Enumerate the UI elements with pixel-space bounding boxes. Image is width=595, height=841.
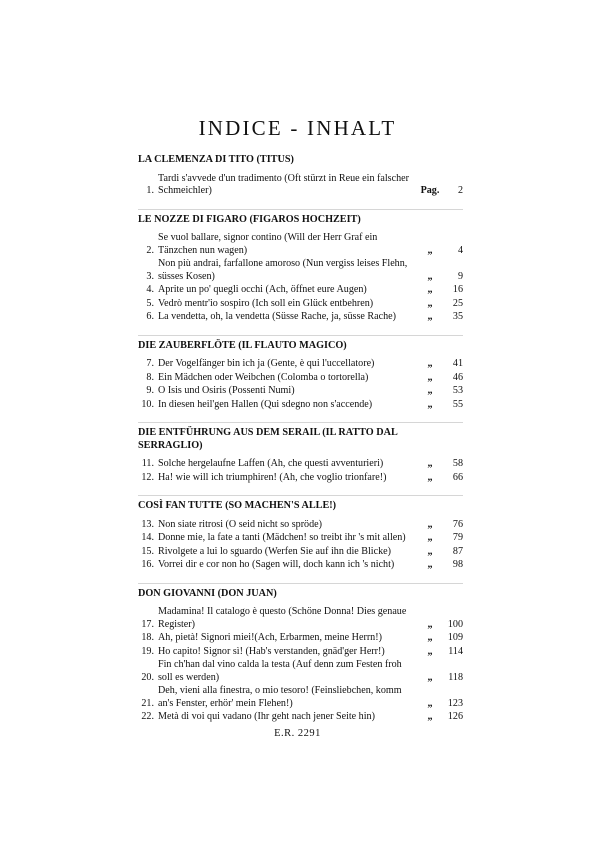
entry-number: 6.: [146, 311, 154, 322]
page-number: 98: [452, 559, 463, 570]
entry-number: 22.: [141, 711, 154, 722]
aria-title: Vedrò mentr'io sospiro (Ich soll ein Glück entbehren): [158, 297, 374, 309]
aria-title: Aprite un po' quegli occhi (Ach, öffnet eure Augen): [158, 284, 367, 295]
page-number: 66: [452, 471, 463, 483]
entry-number: 13.: [141, 518, 154, 530]
index-entry: [138, 358, 463, 371]
page-number: 53: [452, 385, 463, 396]
aria-title: Madamina! Il catalogo è questo (Schöne Donna! Dies genaue Register): [158, 606, 407, 630]
page-ditto-mark: „: [427, 645, 433, 657]
page-ditto-mark: „: [427, 270, 433, 282]
page-number: 79: [452, 532, 463, 543]
page-number: 87: [452, 545, 463, 557]
index-entry: [138, 284, 463, 297]
index-entry: [138, 372, 463, 385]
aria-title: Se vuol ballare, signor contino (Will der Herr Graf ein Tänzchen nun wagen): [158, 232, 378, 256]
page-ditto-mark: „: [427, 518, 433, 530]
entry-number: 12.: [141, 471, 154, 483]
index-entry: [138, 659, 463, 684]
page-number: 55: [452, 398, 463, 410]
aria-title: Metà di voi qui vadano (Ihr geht nach jener Seite hin): [158, 711, 375, 722]
page-ditto-mark: „: [427, 711, 433, 722]
page-ditto-mark: „: [427, 632, 433, 643]
page-ditto-mark: „: [427, 371, 433, 383]
page-number: 123: [447, 697, 463, 709]
entry-number: 17.: [141, 618, 154, 630]
page-number: 76: [452, 518, 463, 530]
entry-number: 19.: [141, 645, 154, 657]
page-number: 100: [447, 618, 463, 630]
entry-number: 2.: [146, 244, 154, 256]
page-ditto-mark: Pag.: [420, 185, 440, 196]
entry-number: 7.: [146, 358, 154, 369]
page-number: 109: [447, 632, 463, 643]
index-entry: [138, 519, 463, 532]
aria-title: Deh, vieni alla finestra, o mio tesoro! (Feinsliebchen, komm an's Fenster, erhör' mein Flehen!): [158, 685, 402, 709]
aria-title: Non siate ritrosi (O seid nicht so spröde): [158, 518, 322, 530]
page-ditto-mark: „: [427, 311, 433, 322]
index-entry: [138, 546, 463, 559]
opera-title: DIE ENTFÜHRUNG AUS DEM SERAIL (IL RATTO DAL SERRAGLIO): [138, 427, 398, 451]
page-number: 16: [452, 284, 463, 295]
opera-title: LE NOZZE DI FIGARO (FIGAROS HOCHZEIT): [138, 213, 361, 225]
aria-title: Rivolgete a lui lo sguardo (Werfen Sie auf ihn die Blicke): [158, 545, 391, 557]
opera-title: DIE ZAUBERFLÖTE (IL FLAUTO MAGICO): [138, 339, 347, 351]
opera-title: LA CLEMENZA DI TITO (TITUS): [138, 154, 294, 165]
index-entry: [138, 632, 463, 645]
page-ditto-mark: „: [427, 671, 433, 683]
entry-number: 18.: [141, 632, 154, 643]
index-entry: [138, 559, 463, 572]
page-number: 58: [452, 458, 463, 469]
index-entry: [138, 258, 463, 283]
opera-section: [138, 583, 463, 724]
page-ditto-mark: „: [427, 458, 433, 469]
aria-title: In diesen heil'gen Hallen (Qui sdegno non s'accende): [158, 398, 373, 410]
aria-title: Ah, pietà! Signori miei!(Ach, Erbarmen, meine Herrn!): [158, 632, 382, 643]
index-entry: [138, 685, 463, 710]
page-ditto-mark: „: [427, 284, 433, 295]
index-entry: [138, 298, 463, 311]
aria-title: Tardi s'avvede d'un tradimento (Oft stürzt in Reue ein falscher Schmeichler): [158, 172, 409, 196]
opera-section: [138, 154, 463, 198]
page-ditto-mark: „: [427, 297, 433, 309]
page-ditto-mark: „: [427, 244, 433, 256]
page-ditto-mark: „: [427, 618, 433, 630]
aria-title: Non più andrai, farfallone amoroso (Nun vergiss leises Flehn, süsses Kosen): [158, 258, 408, 282]
page-ditto-mark: „: [427, 358, 433, 369]
index-entry: [138, 173, 463, 198]
opera-section: [138, 209, 463, 324]
opera-title: DON GIOVANNI (DON JUAN): [138, 587, 277, 599]
page-ditto-mark: „: [427, 471, 433, 483]
index-entry: [138, 399, 463, 412]
entry-number: 14.: [141, 532, 154, 543]
index-entry: [138, 385, 463, 398]
page-ditto-mark: „: [427, 559, 433, 570]
entry-number: 21.: [141, 697, 154, 709]
entry-number: 10.: [141, 398, 154, 410]
page-ditto-mark: „: [427, 545, 433, 557]
page-ditto-mark: „: [427, 398, 433, 410]
aria-title: Donne mie, la fate a tanti (Mädchen! so treibt ihr 's mit allen): [158, 532, 406, 543]
aria-title: Ha! wie will ich triumphiren! (Ah, che voglio trionfare!): [158, 471, 387, 483]
aria-title: Ho capito! Signor sì! (Hab's verstanden, gnäd'ger Herr!): [158, 645, 385, 657]
aria-title: Solche hergelaufne Laffen (Ah, che questi avventurieri): [158, 458, 384, 469]
page-title: INDICE - INHALT: [198, 116, 397, 140]
entry-number: 3.: [146, 270, 154, 282]
index-entry: [138, 711, 463, 724]
entry-number: 15.: [141, 545, 154, 557]
entry-number: 16.: [141, 559, 154, 570]
opera-section: [138, 335, 463, 412]
aria-title: Vorrei dir e cor non ho (Sagen will, doch kann ich 's nicht): [158, 559, 395, 570]
page-number: 118: [448, 671, 463, 683]
entry-number: 8.: [146, 371, 154, 383]
table-of-contents: [138, 154, 463, 725]
entry-number: 20.: [141, 671, 154, 683]
page-number: 114: [448, 645, 463, 657]
opera-section: [138, 422, 463, 484]
opera-section: [138, 495, 463, 572]
page-number: 25: [452, 297, 463, 309]
page-number: 46: [452, 371, 463, 383]
aria-title: Fin ch'han dal vino calda la testa (Auf denn zum Festen froh soll es werden): [158, 659, 402, 683]
page-number: 4: [457, 244, 463, 256]
index-entry: [138, 311, 463, 324]
entry-number: 5.: [146, 297, 154, 309]
page-number: 41: [452, 358, 463, 369]
aria-title: O Isis und Osiris (Possenti Numi): [158, 385, 295, 396]
page-number: 35: [452, 311, 463, 322]
entry-number: 1.: [146, 185, 154, 196]
page-ditto-mark: „: [427, 697, 433, 709]
index-entry: [138, 232, 463, 257]
aria-title: Ein Mädchen oder Weibchen (Colomba o tortorella): [158, 371, 369, 383]
aria-title: La vendetta, oh, la vendetta (Süsse Rache, ja, süsse Rache): [158, 311, 396, 322]
aria-title: Der Vogelfänger bin ich ja (Gente, è qui l'uccellatore): [158, 358, 375, 369]
entry-number: 9.: [146, 385, 154, 396]
page-number: 9: [457, 270, 463, 282]
page-ditto-mark: „: [427, 532, 433, 543]
index-entry: [138, 606, 463, 631]
publisher-number: E.R. 2291: [274, 728, 321, 739]
page-number: 2: [457, 185, 463, 196]
page-ditto-mark: „: [427, 385, 433, 396]
index-entry: [138, 458, 463, 471]
opera-title: COSÌ FAN TUTTE (SO MACHEN'S ALLE!): [138, 500, 337, 511]
entry-number: 11.: [141, 458, 154, 469]
index-entry: [138, 532, 463, 545]
index-entry: [138, 646, 463, 659]
index-entry: [138, 472, 463, 485]
entry-number: 4.: [146, 284, 154, 295]
page-number: 126: [447, 711, 463, 722]
